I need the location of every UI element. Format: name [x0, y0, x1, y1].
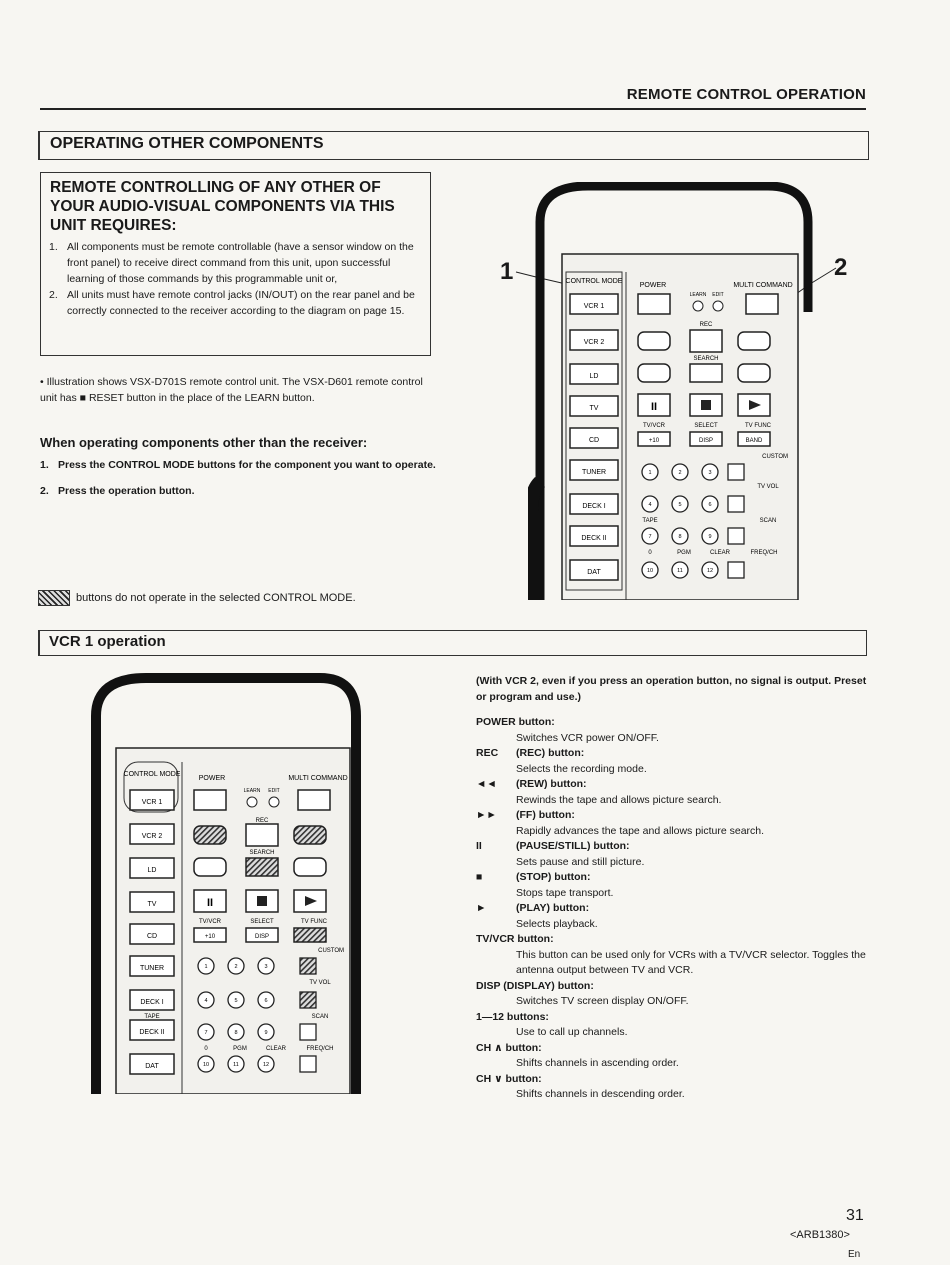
- plus10-label: +10: [648, 438, 660, 444]
- mode-button-tv-b: TV: [147, 901, 157, 908]
- step-text: Press the operation button.: [58, 485, 195, 497]
- requirements-note-box: [40, 172, 431, 356]
- mode-button-vcr2: VCR 2: [583, 339, 605, 346]
- callout-2: 2: [834, 254, 848, 281]
- select-label-2: SELECT: [250, 919, 274, 925]
- number-3-b: 3: [264, 964, 268, 970]
- play-icon: ►: [476, 902, 487, 914]
- number-11: 11: [677, 568, 683, 574]
- step-number: 1.: [40, 459, 49, 471]
- list-item: [476, 715, 876, 731]
- list-item: [476, 979, 876, 995]
- select-label: SELECT: [694, 423, 718, 429]
- mode-button-tv: TV: [589, 405, 599, 412]
- multi-command-label: MULTI COMMAND: [733, 282, 793, 289]
- number-4-b: 4: [204, 998, 208, 1004]
- illustration-note: • Illustration shows VSX-D701S remote control unit. The VSX-D601 remote control unit has ■ RESET button in the place of the LEARN button.: [40, 376, 423, 404]
- steps-list: [40, 458, 440, 510]
- mode-button-dat: DAT: [587, 569, 601, 576]
- rewind-icon: ◄◄: [476, 778, 497, 790]
- edit-label-2: EDIT: [268, 788, 280, 794]
- shaded-note-text: buttons do not operate in the selected CONTROL MODE.: [76, 592, 356, 604]
- number-8-b: 8: [234, 1030, 238, 1036]
- scan-label: SCAN: [759, 518, 777, 524]
- learn-label: LEARN: [689, 292, 707, 298]
- power-button: [638, 294, 670, 314]
- button-desc: Stops tape transport.: [516, 886, 614, 899]
- fast-forward-icon: ►►: [476, 809, 497, 821]
- list-item: [49, 239, 425, 287]
- pgm-label: PGM: [677, 550, 691, 556]
- button-label: (REW) button:: [516, 778, 587, 790]
- list-item: [476, 839, 876, 855]
- multi-command-label-2: MULTI COMMAND: [288, 775, 348, 782]
- list-item: [476, 901, 876, 917]
- button-desc: Switches VCR power ON/OFF.: [516, 731, 659, 744]
- number-1: 1: [648, 470, 652, 476]
- button-desc: Shifts channels in descending order.: [516, 1088, 685, 1100]
- button-desc: Rapidly advances the tape and allows picture search.: [516, 824, 765, 837]
- list-item: [476, 1072, 876, 1088]
- mode-button-ld: LD: [589, 373, 599, 380]
- plus10-label-2: +10: [204, 934, 216, 940]
- tv-vol-label-2: TV VOL: [309, 980, 331, 986]
- item-number: 2.: [49, 289, 58, 301]
- number-6: 6: [708, 502, 712, 508]
- tv-vol-label: TV VOL: [757, 484, 779, 490]
- stop-icon: ■: [476, 871, 483, 883]
- list-item: [49, 287, 425, 319]
- list-item: [476, 1041, 876, 1057]
- tv-vcr-label-2: TV/VCR: [198, 919, 222, 925]
- mode-button-ld-b: LD: [147, 867, 157, 874]
- clear-label-2: CLEAR: [265, 1046, 287, 1052]
- zero-label-2: 0: [204, 1046, 208, 1052]
- custom-label-2: CUSTOM: [318, 948, 344, 954]
- freq-ch-label: FREQ/CH: [750, 550, 778, 556]
- svg-text:II: II: [650, 401, 658, 413]
- button-desc: Sets pause and still picture.: [516, 855, 645, 868]
- pause-icon: II: [476, 840, 482, 852]
- item-text: All units must have remote control jacks (IN/OUT) on the rear panel and be correctly connected to the receiver according to the diagram on page 15.: [67, 289, 415, 317]
- number-2-b: 2: [234, 964, 238, 970]
- section-title: OPERATING OTHER COMPONENTS: [50, 135, 324, 152]
- number-6-b: 6: [264, 998, 268, 1004]
- button-label: (PAUSE/STILL) button:: [516, 840, 630, 852]
- list-item: [476, 932, 876, 948]
- button-desc: Rewinds the tape and allows picture search.: [516, 793, 722, 806]
- pgm-label-2: PGM: [233, 1046, 247, 1052]
- number-7: 7: [648, 534, 652, 540]
- svg-text:II: II: [206, 897, 214, 909]
- button-label: (STOP) button:: [516, 871, 591, 883]
- edit-label: EDIT: [712, 292, 724, 298]
- button-label: 1—12 buttons:: [476, 1010, 549, 1023]
- item-number: 1.: [49, 241, 58, 253]
- remote-illustration-vcr1: [90, 672, 370, 1094]
- note-list: [49, 239, 425, 319]
- vcr-entry-list: [476, 715, 876, 1103]
- number-5: 5: [678, 502, 682, 508]
- clear-label: CLEAR: [709, 550, 731, 556]
- custom-label: CUSTOM: [762, 454, 788, 460]
- button-symbol: REC: [476, 747, 499, 759]
- mode-button-cd-b: CD: [146, 933, 158, 940]
- number-10-b: 10: [202, 1062, 210, 1068]
- power-label: POWER: [639, 282, 667, 289]
- button-label: TV/VCR button:: [476, 933, 554, 945]
- zero-label: 0: [648, 550, 652, 556]
- mode-button-tuner-b: TUNER: [139, 965, 165, 972]
- vcr2-intro-note: (With VCR 2, even if you press an operation button, no signal is output. Preset or program and use.): [476, 675, 867, 703]
- button-label: POWER button:: [476, 716, 555, 728]
- step-number: 2.: [40, 485, 49, 497]
- shaded-buttons-note: [38, 590, 356, 606]
- control-mode-label-2: CONTROL MODE: [123, 771, 181, 778]
- button-label: (FF) button:: [516, 809, 575, 821]
- mode-button-deck2-b: DECK II: [139, 1029, 165, 1036]
- remote-illustration-top: [528, 182, 818, 600]
- vcr1-button-descriptions: [476, 674, 876, 1103]
- mode-button-dat-b: DAT: [145, 1063, 159, 1070]
- number-3: 3: [708, 470, 712, 476]
- number-9-b: 9: [264, 1030, 268, 1036]
- mode-button-tuner: TUNER: [581, 469, 607, 476]
- step-item: [40, 484, 440, 499]
- disp-label-2: DISP: [254, 934, 270, 940]
- number-12-b: 12: [262, 1062, 270, 1068]
- page-number: 31: [846, 1207, 864, 1224]
- number-10: 10: [646, 568, 654, 574]
- mode-button-deck1: DECK I: [582, 503, 606, 510]
- header-rule: [40, 108, 866, 110]
- callout-1: 1: [500, 258, 514, 285]
- button-label: (REC) button:: [516, 747, 585, 759]
- language-code: En: [848, 1249, 861, 1260]
- tape-label: TAPE: [642, 518, 658, 524]
- button-label: CH ∨ button:: [476, 1072, 542, 1085]
- list-item: [476, 777, 876, 793]
- item-text: All components must be remote controllable (have a sensor window on the front panel) to receive direct command from this unit, upon successful learning of those commands by this programmable unit or,: [67, 241, 414, 285]
- button-desc: Switches TV screen display ON/OFF.: [516, 995, 689, 1007]
- tape-label-2: TAPE: [144, 1014, 160, 1020]
- rec-label: REC: [699, 322, 713, 328]
- tv-vcr-label: TV/VCR: [642, 423, 666, 429]
- number-11-b: 11: [233, 1062, 239, 1068]
- search-label: SEARCH: [693, 356, 719, 362]
- section-title: VCR 1 operation: [49, 633, 166, 650]
- number-7-b: 7: [204, 1030, 208, 1036]
- number-8: 8: [678, 534, 682, 540]
- control-mode-label: CONTROL MODE: [565, 278, 623, 285]
- mode-button-cd: CD: [588, 437, 600, 444]
- button-desc: Use to call up channels.: [516, 1026, 628, 1038]
- step-item: [40, 458, 440, 473]
- button-desc: This button can be used only for VCRs with a TV/VCR selector. Toggles the antenna output between TV and VCR.: [516, 948, 866, 976]
- disp-label: DISP: [698, 438, 714, 444]
- button-desc: Selects playback.: [516, 917, 598, 930]
- band-label: BAND: [745, 438, 763, 444]
- number-4: 4: [648, 502, 652, 508]
- mode-button-vcr1-b: VCR 1: [141, 799, 163, 806]
- section-heading-operating-other-components: [38, 131, 869, 160]
- number-9: 9: [708, 534, 712, 540]
- number-5-b: 5: [234, 998, 238, 1004]
- search-label-2: SEARCH: [249, 850, 275, 856]
- number-12: 12: [706, 568, 714, 574]
- button-desc: Selects the recording mode.: [516, 762, 647, 775]
- button-label: DISP (DISPLAY) button:: [476, 979, 594, 992]
- step-text: Press the CONTROL MODE buttons for the component you want to operate.: [58, 459, 436, 471]
- button-label: (PLAY) button:: [516, 902, 590, 914]
- scan-label-2: SCAN: [311, 1014, 329, 1020]
- mode-button-deck1-b: DECK I: [140, 999, 164, 1006]
- list-item: [476, 746, 876, 762]
- hatched-swatch-icon: [38, 590, 70, 606]
- list-item: [476, 808, 876, 824]
- power-label-2: POWER: [198, 775, 226, 782]
- page-header-title: REMOTE CONTROL OPERATION: [626, 86, 866, 103]
- list-item: [476, 870, 876, 886]
- freq-ch-label-2: FREQ/CH: [306, 1046, 334, 1052]
- note-title: REMOTE CONTROLLING OF ANY OTHER OF YOUR AUDIO-VISUAL COMPONENTS VIA THIS UNIT REQUIRES:: [50, 179, 395, 234]
- mode-button-vcr2-b: VCR 2: [141, 833, 163, 840]
- tv-func-label: TV FUNC: [745, 423, 771, 429]
- rec-label-2: REC: [255, 818, 269, 824]
- number-1-b: 1: [204, 964, 208, 970]
- section-heading-vcr1: [38, 630, 867, 656]
- document-code: <ARB1380>: [790, 1229, 850, 1241]
- button-label: CH ∧ button:: [476, 1041, 542, 1054]
- learn-label-2: LEARN: [243, 788, 261, 794]
- tv-func-label-2: TV FUNC: [301, 919, 327, 925]
- number-2: 2: [678, 470, 682, 476]
- mode-button-deck2: DECK II: [581, 535, 607, 542]
- when-operating-heading: When operating components other than the receiver:: [40, 435, 368, 450]
- list-item: [476, 1010, 876, 1026]
- button-desc: Shifts channels in ascending order.: [516, 1057, 679, 1069]
- mode-button-vcr1: VCR 1: [583, 303, 605, 310]
